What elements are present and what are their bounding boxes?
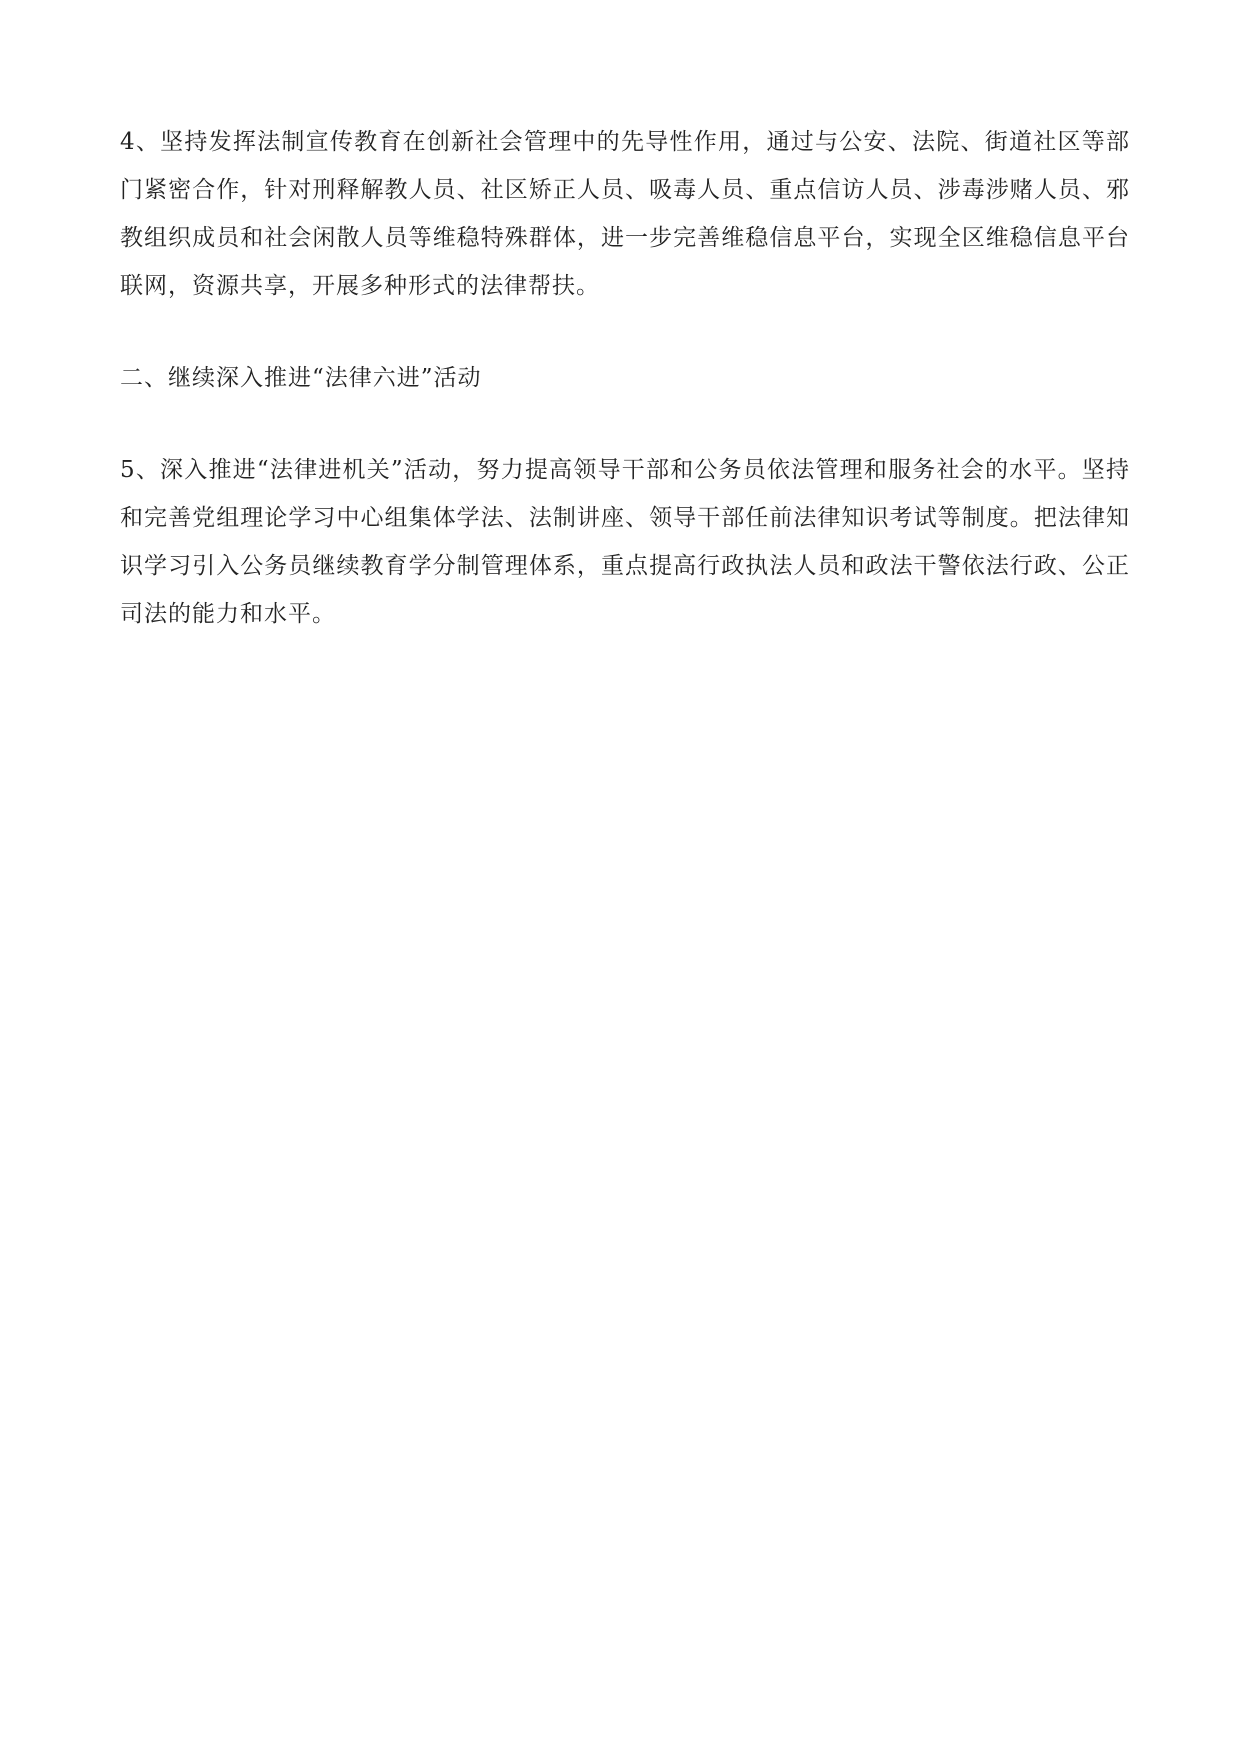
paragraph-5: 5、深入推进“法律进机关”活动，努力提高领导干部和公务员依法管理和服务社会的水平。坚持和完善党组理论学习中心组集体学法、法制讲座、领导干部任前法律知识考试等制度。把法律知识学习引入公务员继续教育学分制管理体系，重点提高行政执法人员和政法干警依法行政、公正司法的能力和水平。 (120, 457, 1130, 627)
section-heading-2: 二、继续深入推进“法律六进”活动 (120, 365, 482, 391)
paragraph-4: 4、坚持发挥法制宣传教育在创新社会管理中的先导性作用，通过与公安、法院、街道社区等部门紧密合作，针对刑释解教人员、社区矫正人员、吸毒人员、重点信访人员、涉毒涉赌人员、邪教组织成员和社会闲散人员等维稳特殊群体，进一步完善维稳信息平台，实现全区维稳信息平台联网，资源共享，开展多种形式的法律帮扶。 (120, 129, 1130, 299)
paragraph-spacer (120, 402, 1130, 446)
document-body (120, 118, 1130, 638)
paragraph-spacer (120, 310, 1130, 354)
